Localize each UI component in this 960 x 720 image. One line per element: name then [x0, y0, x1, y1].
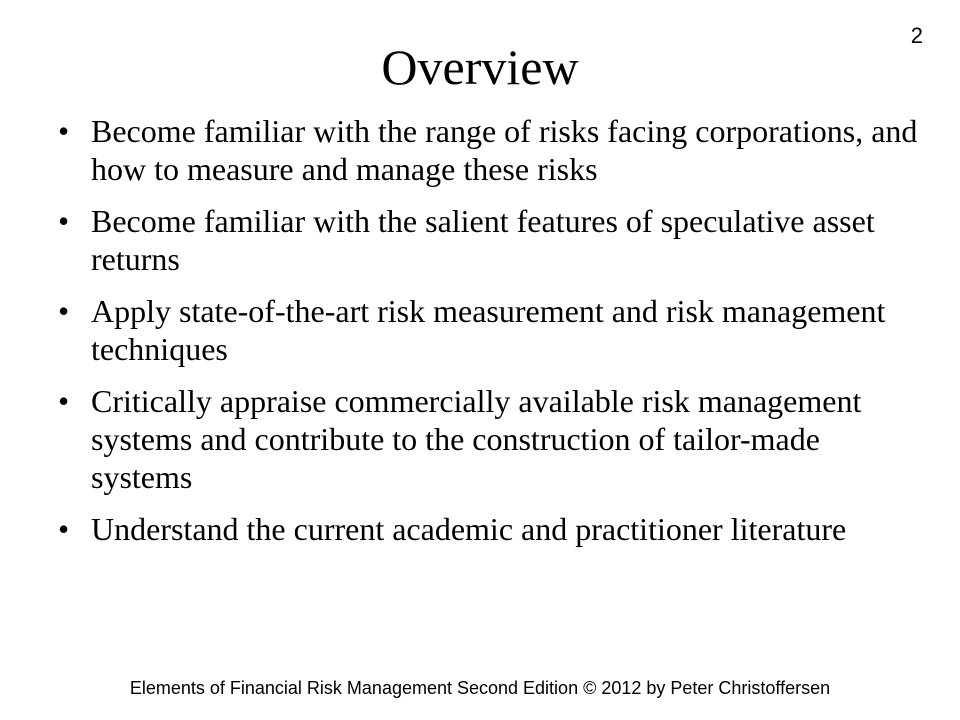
bullet-text: Become familiar with the range of risks facing corporations, and how to measure and manage these risks — [91, 113, 918, 187]
bullet-icon: • — [58, 203, 70, 239]
bullet-item — [58, 202, 918, 278]
bullet-item — [58, 382, 918, 496]
bullet-item — [58, 112, 918, 188]
footer-copyright: Elements of Financial Risk Management Second Edition © 2012 by Peter Christoffersen — [129, 678, 831, 698]
bullet-icon: • — [58, 383, 70, 419]
bullet-list — [58, 112, 918, 548]
bullet-icon: • — [58, 293, 70, 329]
bullet-text: Apply state-of-the-art risk measurement and risk management techniques — [91, 293, 886, 367]
bullet-text: Become familiar with the salient features of speculative asset returns — [91, 203, 875, 277]
slide-title: Overview — [381, 39, 579, 95]
slide-number: 2 — [910, 23, 923, 48]
bullet-item — [58, 292, 918, 368]
bullet-icon: • — [58, 511, 70, 547]
bullet-icon: • — [58, 113, 70, 149]
bullet-text: Critically appraise commercially available risk management systems and contribute to the construction of tailor-made systems — [91, 383, 862, 495]
bullet-text: Understand the current academic and practitioner literature — [91, 511, 847, 547]
bullet-item — [58, 510, 918, 548]
